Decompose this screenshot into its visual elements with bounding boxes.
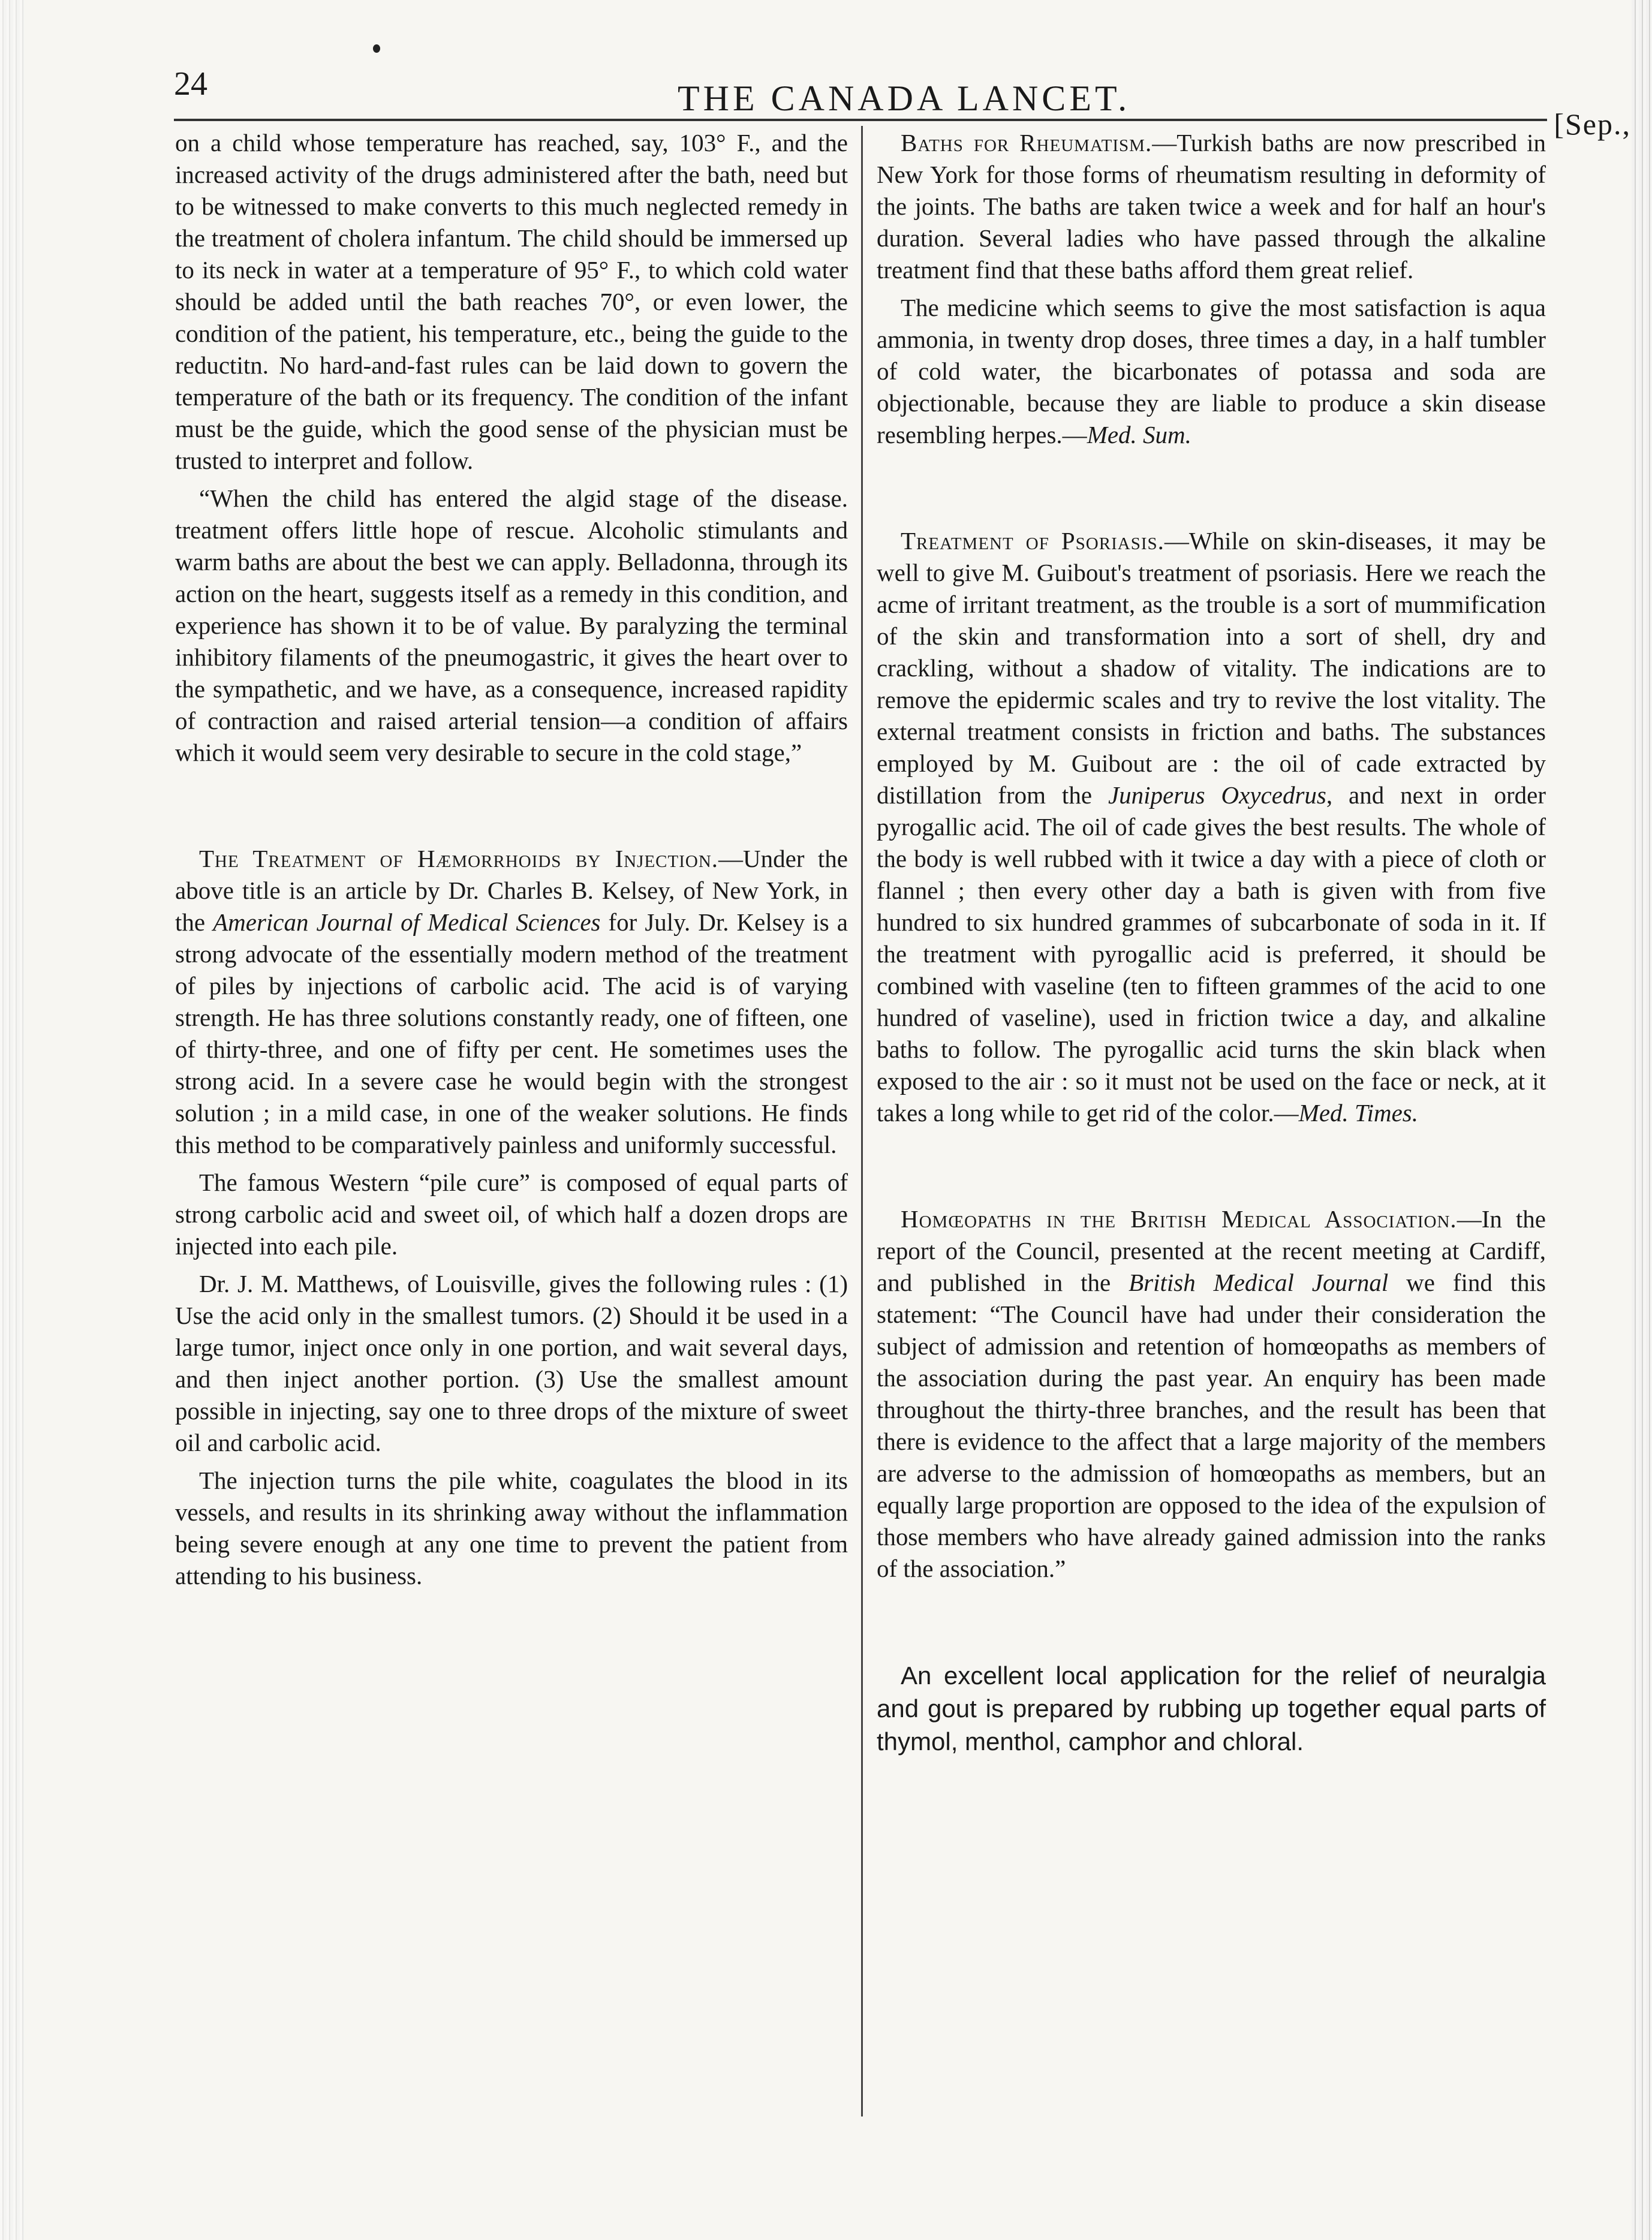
page-number: 24 [174, 65, 207, 103]
left-column [175, 127, 848, 1592]
issue-label: [Sep., [1554, 107, 1631, 141]
cholera-paragraph-2: “When the child has entered the algid stage of the disease. treatment offers little hope of rescue. Alcoholic stimulants and warm baths are about the best we can apply. Belladonna, through its action on the heart, suggests itself as a remedy in this condition, and experience has shown it to be of value. By paralyzing the terminal inhibitory filaments of the pneumogastric, it gives the heart over to the sympathetic, and we have, as a consequence, increased rapidity of contraction and raised arterial tension—a condition of affairs which it would seem very desirable to secure in the cold stage,” [175, 484, 848, 766]
homoeopaths-heading: Homœopaths in the British Medical Association. [901, 1205, 1457, 1233]
right-column [877, 127, 1546, 1758]
journal-name-bmj: British Medical Journal [1129, 1269, 1389, 1296]
running-header [174, 65, 1631, 141]
journal-title: THE CANADA LANCET. [678, 79, 1131, 118]
neuralgia-note: An excellent local application for the relief of neuralgia and gout is prepared by rubbing up together equal parts of thymol, menthol, camphor and chloral. [877, 1661, 1546, 1756]
cholera-paragraph-1: on a child whose temperature has reached, say, 103° F., and the increased activity of the drugs administered after the bath, need but to be witnessed to make converts to this much neglected remedy in the treatment of cholera infantum. The child should be immersed up to its neck in water at a temperature of 95° F., to which cold water should be added until the bath reaches 70°, or even lower, the condition of the patient, his temperature, etc., being the guide to the reductitn. No hard-and-fast rules can be laid down to govern the temperature of the bath or its frequency. The condition of the infant must be the guide, which the good sense of the physician must be trusted to interpret and follow. [175, 129, 848, 474]
pile-cure-paragraph: The famous Western “pile cure” is composed of equal parts of strong carbolic acid and sweet oil, of which half a dozen drops are injected into each pile. [175, 1169, 848, 1260]
source-med-sum: Med. Sum. [1087, 421, 1191, 448]
psoriasis-article: Treatment of Psoriasis.—While on skin-diseases, it may be well to give M. Guibout's treatment of psoriasis. Here we reach the acme of irritant treatment, as the trouble is a sort of mummification of the skin and transformation into a sort of shell, dry and crackling, without a shadow of vitality. The indications are to remove the epidermic scales and try to revive the lost vitality. The external treatment consists in friction and baths. The substances employed by M. Guibout are : the oil of cade extracted by distillation from the Juniperus Oxycedrus, and next in order pyrogallic acid. The oil of cade gives the best results. The whole of the body is well rubbed with it twice a day with a piece of cloth or flannel ; then every other day a bath is given with from five hundred to six hundred grammes of subcarbonate of soda in it. If the treatment with pyrogallic acid is preferred, it should be combined with vaseline (ten to fifteen grammes of the acid to one hundred of vaseline), used in friction twice a day, and alkaline baths to follow. The pyrogallic acid turns the skin black when exposed to the air : so it must not be used on the face or neck, at it takes a long while to get rid of the color.—Med. Times. [877, 527, 1546, 1127]
psoriasis-heading: Treatment of Psoriasis. [901, 527, 1164, 555]
matthews-rules-paragraph: Dr. J. M. Matthews, of Louisville, gives the following rules : (1) Use the acid only in the smallest tumors. (2) Should it be used in a large tumor, inject once only in one portion, and wait several days, and then inject another portion. (3) Use the smallest amount possible in injecting, say one to three drops of the mixture of sweet oil and carbolic acid. [175, 1270, 848, 1456]
haemorrhoids-heading: The Treatment of Hæmorrhoids by Injection. [199, 845, 719, 872]
haemorrhoids-article: The Treatment of Hæmorrhoids by Injection.—Under the above title is an article by Dr. Charles B. Kelsey, of New York, in the American Journal of Medical Sciences for July. Dr. Kelsey is a strong advocate of the essentially modern method of the treatment of piles by injections of carbolic acid. The acid is of varying strength. He has three solutions constantly ready, one of fifteen, one of thirty-three, and one of fifty per cent. He sometimes uses the strong acid. In a severe case he would begin with the strongest solution ; in a mild case, in one of the weaker solutions. He finds this method to be comparatively painless and uniformly successful. [175, 845, 848, 1158]
page-edge-left [0, 0, 24, 2240]
homoeopaths-article: Homœopaths in the British Medical Association.—In the report of the Council, presented at the recent meeting at Cardiff, and published in the British Medical Journal we find this statement: “The Council have had under their consideration the subject of admission and retention of homœopaths as members of the association during the past year. An enquiry has been made throughout the thirty-three branches, and the result has been that there is evidence to the affect that a large majority of the members are adverse to the admission of homœopaths as members, but an equally large proportion are opposed to the idea of the expulsion of those members who have already gained admission into the ranks of the association.” [877, 1205, 1546, 1582]
rheumatism-heading: Baths for Rheumatism. [901, 129, 1153, 156]
rheumatism-paragraph-1: Baths for Rheumatism.—Turkish baths are now prescribed in New York for those forms of rheumatism resulting in deformity of the joints. The baths are taken twice a week and for half an hour's duration. Several ladies who have passed through the alkaline treatment find that these baths afford them great relief. [877, 129, 1546, 284]
header-rule [174, 119, 1547, 121]
species-name: Juniperus Oxycedrus [1108, 781, 1326, 809]
column-divider [861, 126, 863, 2116]
rheumatism-paragraph-2: The medicine which seems to give the most satisfaction is aqua ammonia, in twenty drop doses, three times a day, in a half tumbler of cold water, the bicarbonates of potassa and soda are objectionable, because they are liable to produce a skin disease resembling herpes.—Med. Sum. [877, 294, 1546, 448]
injection-effect-paragraph: The injection turns the pile white, coagulates the blood in its vessels, and results in its shrinking away without the inflammation being severe enough at any one time to prevent the patient from attending to his business. [175, 1467, 848, 1589]
journal-name-ajms: American Journal of Medical Sciences [213, 908, 601, 936]
page-edge-right [1632, 0, 1652, 2240]
ink-dot [373, 44, 380, 53]
source-med-times: Med. Times. [1298, 1099, 1418, 1127]
